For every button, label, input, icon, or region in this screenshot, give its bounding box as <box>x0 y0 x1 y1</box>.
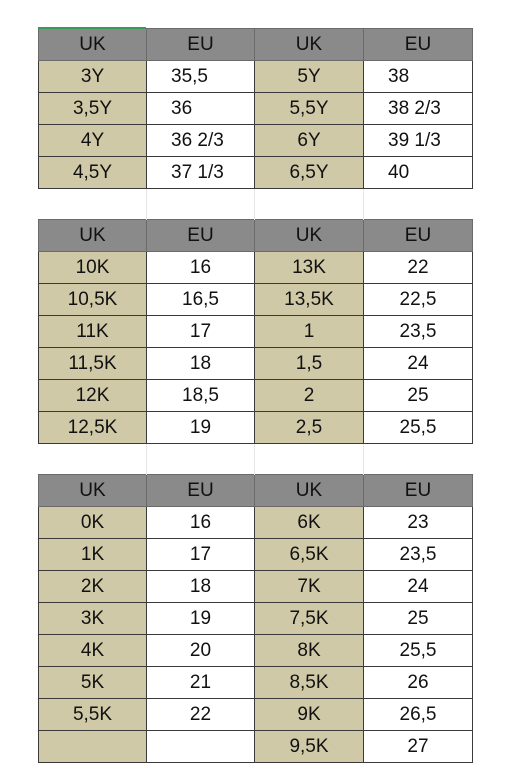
table-row <box>39 507 473 539</box>
eu-size-cell[interactable]: 16,5 <box>147 284 255 316</box>
eu-size-cell[interactable]: 26,5 <box>364 699 473 731</box>
eu-size-cell[interactable]: 38 2/3 <box>364 93 473 125</box>
eu-size-cell[interactable]: 19 <box>147 603 255 635</box>
eu-size-cell[interactable]: 24 <box>364 348 473 380</box>
eu-size-cell[interactable]: 24 <box>364 571 473 603</box>
table-row <box>39 93 473 125</box>
eu-size-cell[interactable]: 23 <box>364 507 473 539</box>
uk-size-cell[interactable]: 4Y <box>39 125 147 157</box>
uk-size-cell[interactable]: 5,5K <box>39 699 147 731</box>
eu-size-cell[interactable]: 25,5 <box>364 412 473 444</box>
empty-cell[interactable] <box>364 444 473 475</box>
table-row <box>39 539 473 571</box>
uk-size-cell[interactable]: 10K <box>39 252 147 284</box>
cell-selection-indicator <box>38 27 146 29</box>
uk-size-cell[interactable]: 1,5 <box>255 348 364 380</box>
uk-size-cell[interactable]: 4,5Y <box>39 157 147 189</box>
eu-size-cell[interactable]: 36 2/3 <box>147 125 255 157</box>
eu-size-cell[interactable]: 26 <box>364 667 473 699</box>
uk-size-cell[interactable]: 8K <box>255 635 364 667</box>
uk-size-cell[interactable]: 2,5 <box>255 412 364 444</box>
eu-size-cell[interactable]: 23,5 <box>364 539 473 571</box>
header-row <box>39 220 473 252</box>
header-row <box>39 475 473 507</box>
header-row <box>39 29 473 61</box>
uk-column-header[interactable]: UK <box>39 220 147 252</box>
table-row <box>39 348 473 380</box>
uk-size-cell[interactable]: 4K <box>39 635 147 667</box>
eu-size-cell[interactable]: 40 <box>364 157 473 189</box>
eu-column-header[interactable]: EU <box>364 29 473 61</box>
eu-size-cell[interactable]: 25,5 <box>364 635 473 667</box>
eu-size-cell[interactable]: 22 <box>147 699 255 731</box>
uk-size-cell[interactable]: 5Y <box>255 61 364 93</box>
uk-size-cell[interactable]: 8,5K <box>255 667 364 699</box>
eu-size-cell[interactable]: 23,5 <box>364 316 473 348</box>
uk-size-cell[interactable]: 11K <box>39 316 147 348</box>
table-row <box>39 635 473 667</box>
uk-column-header[interactable]: UK <box>39 475 147 507</box>
empty-cell[interactable] <box>39 189 147 220</box>
uk-size-cell[interactable]: 6K <box>255 507 364 539</box>
table-row <box>39 731 473 763</box>
uk-size-cell[interactable]: 3Y <box>39 61 147 93</box>
eu-size-cell[interactable]: 22 <box>364 252 473 284</box>
eu-column-header[interactable]: EU <box>364 220 473 252</box>
eu-size-cell[interactable]: 25 <box>364 603 473 635</box>
spacer-row <box>39 444 473 475</box>
eu-column-header[interactable]: EU <box>147 29 255 61</box>
uk-size-cell[interactable]: 6,5K <box>255 539 364 571</box>
size-grid <box>38 28 473 763</box>
eu-size-cell[interactable]: 22,5 <box>364 284 473 316</box>
eu-size-cell[interactable]: 17 <box>147 316 255 348</box>
eu-size-cell[interactable]: 19 <box>147 412 255 444</box>
uk-size-cell[interactable]: 13,5K <box>255 284 364 316</box>
uk-size-cell[interactable]: 1K <box>39 539 147 571</box>
uk-size-cell[interactable]: 13K <box>255 252 364 284</box>
uk-size-cell[interactable]: 9,5K <box>255 731 364 763</box>
eu-size-cell[interactable] <box>147 731 255 763</box>
eu-size-cell[interactable]: 37 1/3 <box>147 157 255 189</box>
eu-size-cell[interactable]: 21 <box>147 667 255 699</box>
empty-cell[interactable] <box>255 189 364 220</box>
uk-size-cell[interactable]: 12,5K <box>39 412 147 444</box>
eu-column-header[interactable]: EU <box>147 475 255 507</box>
table-row <box>39 380 473 412</box>
uk-size-cell[interactable]: 0K <box>39 507 147 539</box>
table-row <box>39 699 473 731</box>
uk-size-cell[interactable]: 2K <box>39 571 147 603</box>
uk-size-cell[interactable]: 5K <box>39 667 147 699</box>
uk-column-header[interactable]: UK <box>255 475 364 507</box>
eu-size-cell[interactable]: 25 <box>364 380 473 412</box>
table-row <box>39 125 473 157</box>
uk-size-cell[interactable]: 10,5K <box>39 284 147 316</box>
eu-size-cell[interactable]: 38 <box>364 61 473 93</box>
eu-size-cell[interactable]: 18 <box>147 348 255 380</box>
eu-column-header[interactable]: EU <box>147 220 255 252</box>
eu-size-cell[interactable]: 35,5 <box>147 61 255 93</box>
empty-cell[interactable] <box>364 189 473 220</box>
table-row <box>39 603 473 635</box>
uk-size-cell[interactable]: 6,5Y <box>255 157 364 189</box>
spacer-row <box>39 189 473 220</box>
empty-cell[interactable] <box>147 189 255 220</box>
empty-cell[interactable] <box>39 444 147 475</box>
uk-size-cell[interactable]: 7K <box>255 571 364 603</box>
uk-size-cell[interactable]: 6Y <box>255 125 364 157</box>
uk-size-cell[interactable] <box>39 731 147 763</box>
eu-column-header[interactable]: EU <box>364 475 473 507</box>
table-row <box>39 157 473 189</box>
uk-size-cell[interactable]: 12K <box>39 380 147 412</box>
uk-column-header[interactable]: UK <box>255 29 364 61</box>
uk-size-cell[interactable]: 3,5Y <box>39 93 147 125</box>
uk-size-cell[interactable]: 3K <box>39 603 147 635</box>
empty-cell[interactable] <box>255 444 364 475</box>
uk-column-header[interactable]: UK <box>255 220 364 252</box>
eu-size-cell[interactable]: 16 <box>147 507 255 539</box>
table-row <box>39 667 473 699</box>
empty-cell[interactable] <box>147 444 255 475</box>
uk-size-cell[interactable]: 1 <box>255 316 364 348</box>
uk-size-cell[interactable]: 5,5Y <box>255 93 364 125</box>
table-row <box>39 316 473 348</box>
table-row <box>39 284 473 316</box>
eu-size-cell[interactable]: 20 <box>147 635 255 667</box>
size-conversion-sheet <box>38 28 472 763</box>
eu-size-cell[interactable]: 18,5 <box>147 380 255 412</box>
uk-size-cell[interactable]: 7,5K <box>255 603 364 635</box>
eu-size-cell[interactable]: 36 <box>147 93 255 125</box>
size-grid-body <box>39 29 473 763</box>
uk-column-header[interactable]: UK <box>39 29 147 61</box>
table-row <box>39 412 473 444</box>
uk-size-cell[interactable]: 2 <box>255 380 364 412</box>
eu-size-cell[interactable]: 16 <box>147 252 255 284</box>
eu-size-cell[interactable]: 39 1/3 <box>364 125 473 157</box>
table-row <box>39 571 473 603</box>
table-row <box>39 61 473 93</box>
table-row <box>39 252 473 284</box>
eu-size-cell[interactable]: 27 <box>364 731 473 763</box>
uk-size-cell[interactable]: 11,5K <box>39 348 147 380</box>
eu-size-cell[interactable]: 18 <box>147 571 255 603</box>
uk-size-cell[interactable]: 9K <box>255 699 364 731</box>
eu-size-cell[interactable]: 17 <box>147 539 255 571</box>
